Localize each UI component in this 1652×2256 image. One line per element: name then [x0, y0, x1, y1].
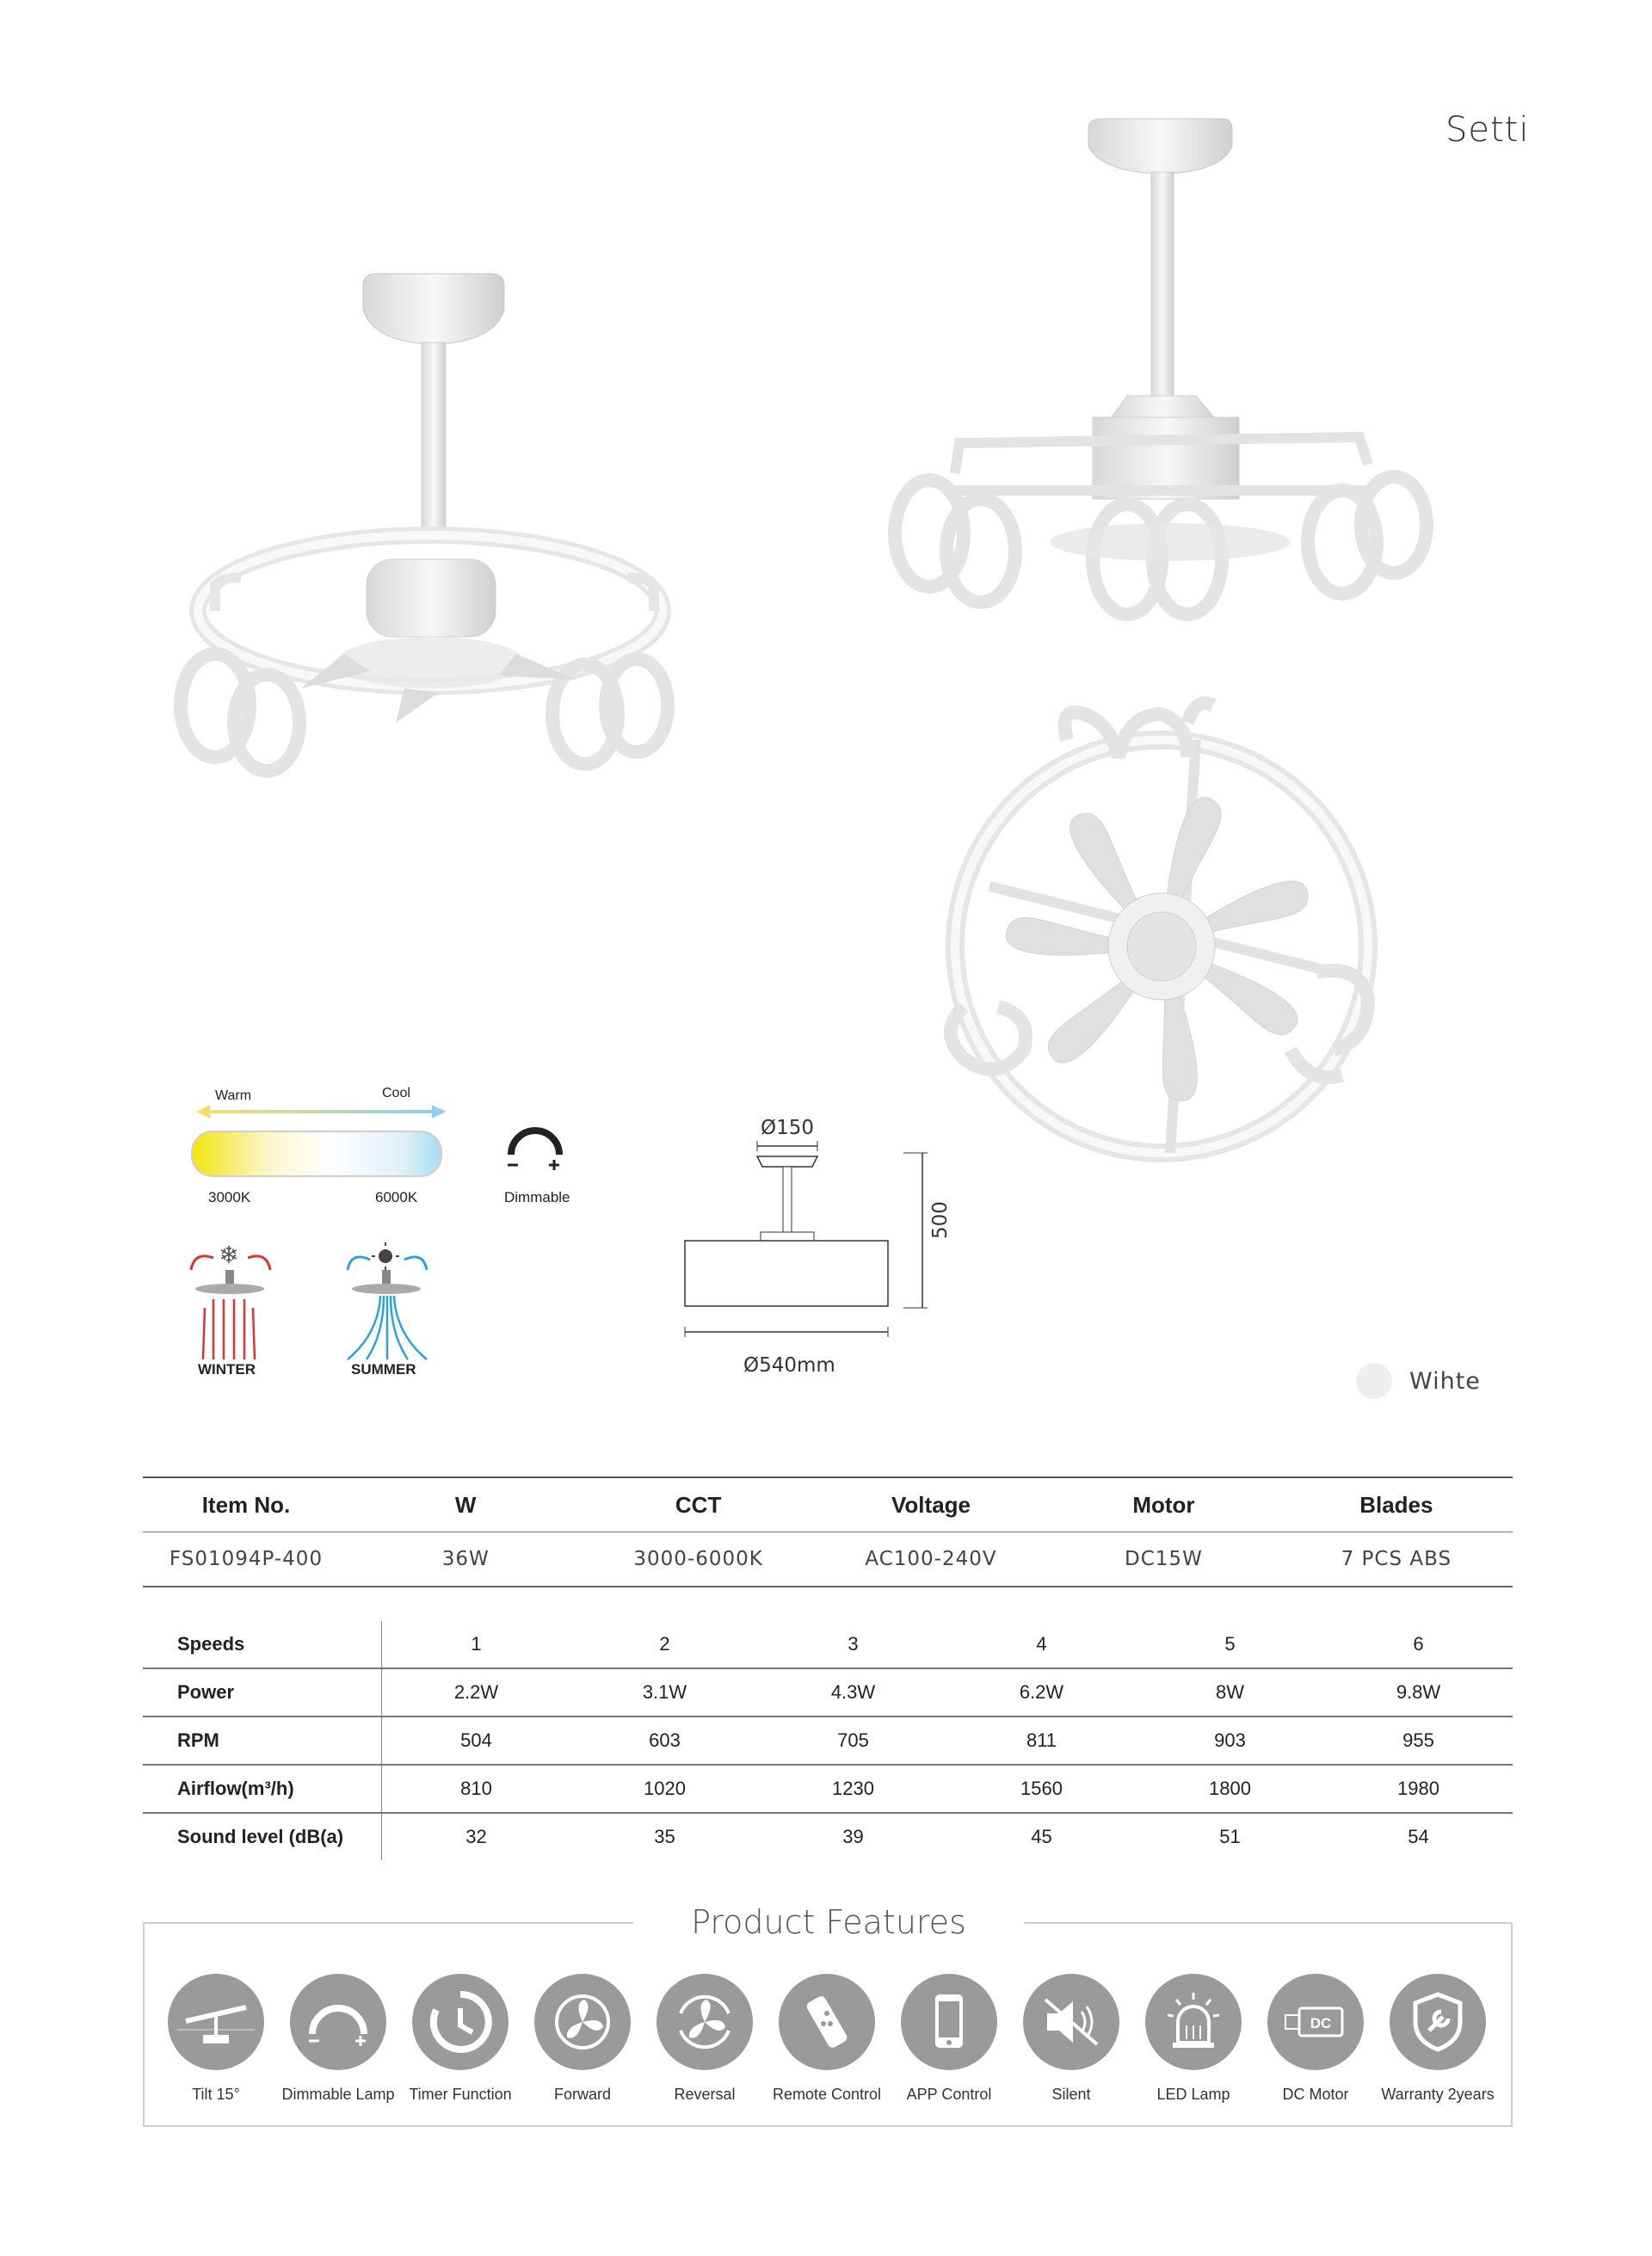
spec-header-cell: Motor: [1132, 1491, 1195, 1518]
table-row: [143, 1814, 1513, 1860]
table-cell: 39: [842, 1826, 864, 1847]
feature-app-control: [885, 1974, 1014, 2104]
table-cell: 8W: [1216, 1681, 1244, 1703]
table-cell: 705: [837, 1729, 869, 1751]
dimension-drawing: [671, 1110, 946, 1385]
row-label: Airflow(m³/h): [143, 1766, 382, 1812]
table-cell: 2: [659, 1633, 670, 1655]
feature-dimmable-lamp: [274, 1974, 403, 2104]
table-cell: 2.2W: [453, 1681, 499, 1703]
spec-value-cell: 3000-6000K: [633, 1548, 763, 1570]
table-cell: 1230: [832, 1778, 874, 1799]
table-cell: 810: [460, 1778, 492, 1799]
row-label: Power: [143, 1669, 382, 1716]
table-cell: 811: [1026, 1729, 1057, 1751]
reversal-fan-icon: [656, 1974, 753, 2070]
feature-remote: [762, 1974, 891, 2104]
dc-motor-icon: [1267, 1974, 1364, 2070]
table-cell: 1020: [644, 1778, 686, 1799]
dimmable-icon: [504, 1124, 566, 1175]
table-cell: 4: [1036, 1633, 1047, 1655]
spec-table: [143, 1476, 1513, 1587]
feature-label: Warranty 2years: [1381, 2086, 1495, 2103]
canopy-diameter-label: Ø150: [761, 1117, 815, 1139]
page-title: Setti: [1446, 110, 1530, 150]
table-row: [143, 1621, 1513, 1669]
feature-silent: [1007, 1974, 1136, 2104]
table-cell: 1980: [1397, 1778, 1439, 1799]
table-cell: 1800: [1209, 1778, 1251, 1799]
table-cell: 6.2W: [1019, 1681, 1064, 1703]
row-label: Sound level (dB(a): [143, 1814, 382, 1860]
fan-bottom-view-image: [912, 688, 1428, 1170]
table-cell: 54: [1408, 1826, 1429, 1847]
table-cell: 45: [1031, 1826, 1052, 1847]
winter-label: WINTER: [198, 1361, 256, 1378]
remote-icon: [779, 1974, 875, 2070]
svg-text:DC: DC: [1310, 2015, 1332, 2031]
table-cell: 3: [848, 1633, 859, 1655]
feature-led-lamp: [1129, 1974, 1258, 2104]
spec-value-cell: 36W: [441, 1548, 490, 1570]
table-cell: 5: [1224, 1633, 1236, 1655]
table-cell: 3.1W: [642, 1681, 687, 1703]
table-row: [143, 1766, 1513, 1814]
svg-text:❄: ❄: [219, 1241, 239, 1269]
table-row: [143, 1717, 1513, 1766]
table-cell: 35: [654, 1826, 675, 1847]
cct-cool-label: Cool: [382, 1086, 410, 1100]
spec-header-cell: Blades: [1359, 1491, 1433, 1518]
feature-label: Reversal: [674, 2086, 736, 2103]
feature-label: Silent: [1051, 2086, 1091, 2103]
feature-label: DC Motor: [1282, 2086, 1349, 2103]
table-cell: 955: [1402, 1729, 1434, 1751]
cct-high-label: 6000K: [375, 1189, 418, 1205]
table-cell: 903: [1214, 1729, 1246, 1751]
timer-icon: [412, 1974, 509, 2070]
dimmable-label: Dimmable: [504, 1189, 570, 1205]
spec-value-row: [143, 1532, 1513, 1587]
cct-gradient-bar: [191, 1131, 442, 1177]
dimmable-icon: [290, 1974, 386, 2070]
fan-side-view-image: [878, 112, 1463, 628]
row-label: Speeds: [143, 1621, 382, 1667]
feature-warranty: [1373, 1974, 1502, 2104]
fan-angled-view-image: [146, 258, 731, 809]
feature-label: APP Control: [906, 2086, 992, 2103]
cct-low-label: 3000K: [208, 1189, 251, 1205]
spec-header-cell: Voltage: [891, 1491, 971, 1518]
warranty-icon: [1390, 1974, 1486, 2070]
row-label: RPM: [143, 1717, 382, 1764]
height-label: 500: [929, 1201, 952, 1239]
feature-label: Tilt 15°: [192, 2086, 240, 2103]
feature-tilt: [151, 1974, 280, 2104]
forward-fan-icon: [534, 1974, 631, 2070]
summer-mode-icon: [336, 1239, 439, 1368]
table-cell: 4.3W: [830, 1681, 876, 1703]
feature-dc-motor: [1251, 1974, 1380, 2104]
spec-value-cell: DC15W: [1125, 1548, 1203, 1570]
led-lamp-icon: [1145, 1974, 1242, 2070]
spec-header-cell: Item No.: [201, 1491, 291, 1518]
table-cell: 504: [460, 1729, 492, 1751]
table-row: [143, 1669, 1513, 1717]
table-cell: 32: [465, 1826, 487, 1847]
spec-value-cell: 7 PCS ABS: [1341, 1548, 1452, 1570]
feature-label: LED Lamp: [1156, 2086, 1230, 2103]
feature-label: Remote Control: [772, 2086, 882, 2103]
features-title: Product Features: [633, 1903, 1024, 1941]
table-cell: 9.8W: [1396, 1681, 1441, 1703]
table-cell: 1: [471, 1633, 482, 1655]
table-cell: 1560: [1020, 1778, 1063, 1799]
spec-header-row: [143, 1476, 1513, 1532]
spec-header-cell: W: [454, 1491, 477, 1518]
feature-reversal: [640, 1974, 769, 2104]
feature-label: Forward: [553, 2086, 611, 2103]
spec-value-cell: FS01094P-400: [169, 1548, 324, 1570]
feature-label: Timer Function: [409, 2086, 512, 2103]
winter-mode-icon: [179, 1239, 282, 1368]
tilt-icon: [168, 1974, 264, 2070]
cct-warm-label: Warm: [215, 1088, 252, 1103]
feature-forward: [518, 1974, 647, 2104]
fan-diameter-label: Ø540mm: [743, 1354, 835, 1377]
spec-value-cell: AC100-240V: [865, 1548, 997, 1570]
feature-label: Dimmable Lamp: [281, 2086, 395, 2103]
table-cell: 603: [649, 1729, 681, 1751]
summer-label: SUMMER: [351, 1361, 416, 1378]
feature-timer: [396, 1974, 525, 2104]
speed-table: [143, 1621, 1513, 1860]
table-cell: 51: [1219, 1826, 1241, 1847]
color-name: Wihte: [1409, 1368, 1481, 1395]
silent-icon: [1023, 1974, 1119, 2070]
phone-icon: [901, 1974, 997, 2070]
spec-header-cell: CCT: [675, 1491, 722, 1518]
warm-cool-arrow-icon: [196, 1103, 446, 1120]
color-swatch: [1356, 1363, 1392, 1399]
table-cell: 6: [1413, 1633, 1424, 1655]
